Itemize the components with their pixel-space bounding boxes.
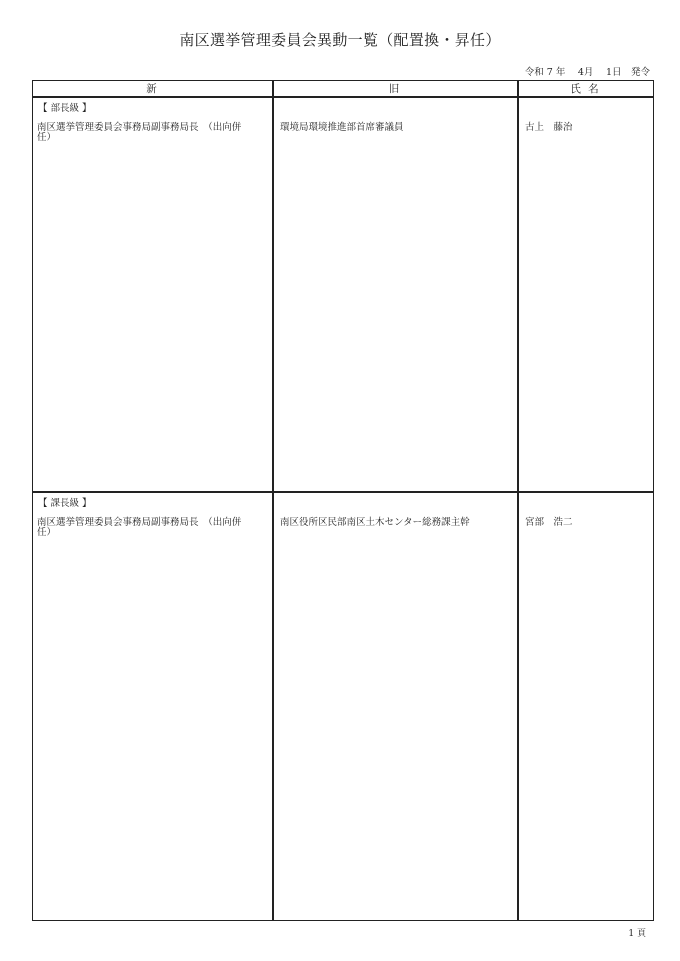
column-header-name: 氏 名 xyxy=(570,83,601,95)
column-header-old: 旧 xyxy=(388,83,402,95)
new-position-line: 任） xyxy=(37,132,57,143)
page-title: 南区選挙管理委員会異動一覧（配置換・昇任） xyxy=(179,31,501,49)
section-label-bucho: 【 部長級 】 xyxy=(38,103,92,114)
old-position: 南区役所区民部南区土木センター総務課主幹 xyxy=(280,517,470,528)
column-divider xyxy=(517,81,519,920)
section-divider xyxy=(33,491,653,493)
column-header-new: 新 xyxy=(146,83,159,95)
new-position-line: 南区選挙管理委員会事務局副事務局長 （出向併 xyxy=(37,517,242,528)
page-number: 1 頁 xyxy=(628,929,646,939)
new-position-line: 任） xyxy=(37,527,57,538)
person-name: 宮部 浩二 xyxy=(525,517,573,528)
new-position-line: 南区選挙管理委員会事務局副事務局長 （出向併 xyxy=(37,122,242,133)
personnel-table xyxy=(32,80,654,921)
section-label-kacho: 【 課長級 】 xyxy=(38,498,92,509)
person-name: 古上 藤治 xyxy=(525,122,573,133)
issue-date: 令和 7 年 4月 1日 発令 xyxy=(524,67,650,78)
column-divider xyxy=(272,81,274,920)
old-position: 環境局環境推進部首席審議員 xyxy=(280,122,404,133)
